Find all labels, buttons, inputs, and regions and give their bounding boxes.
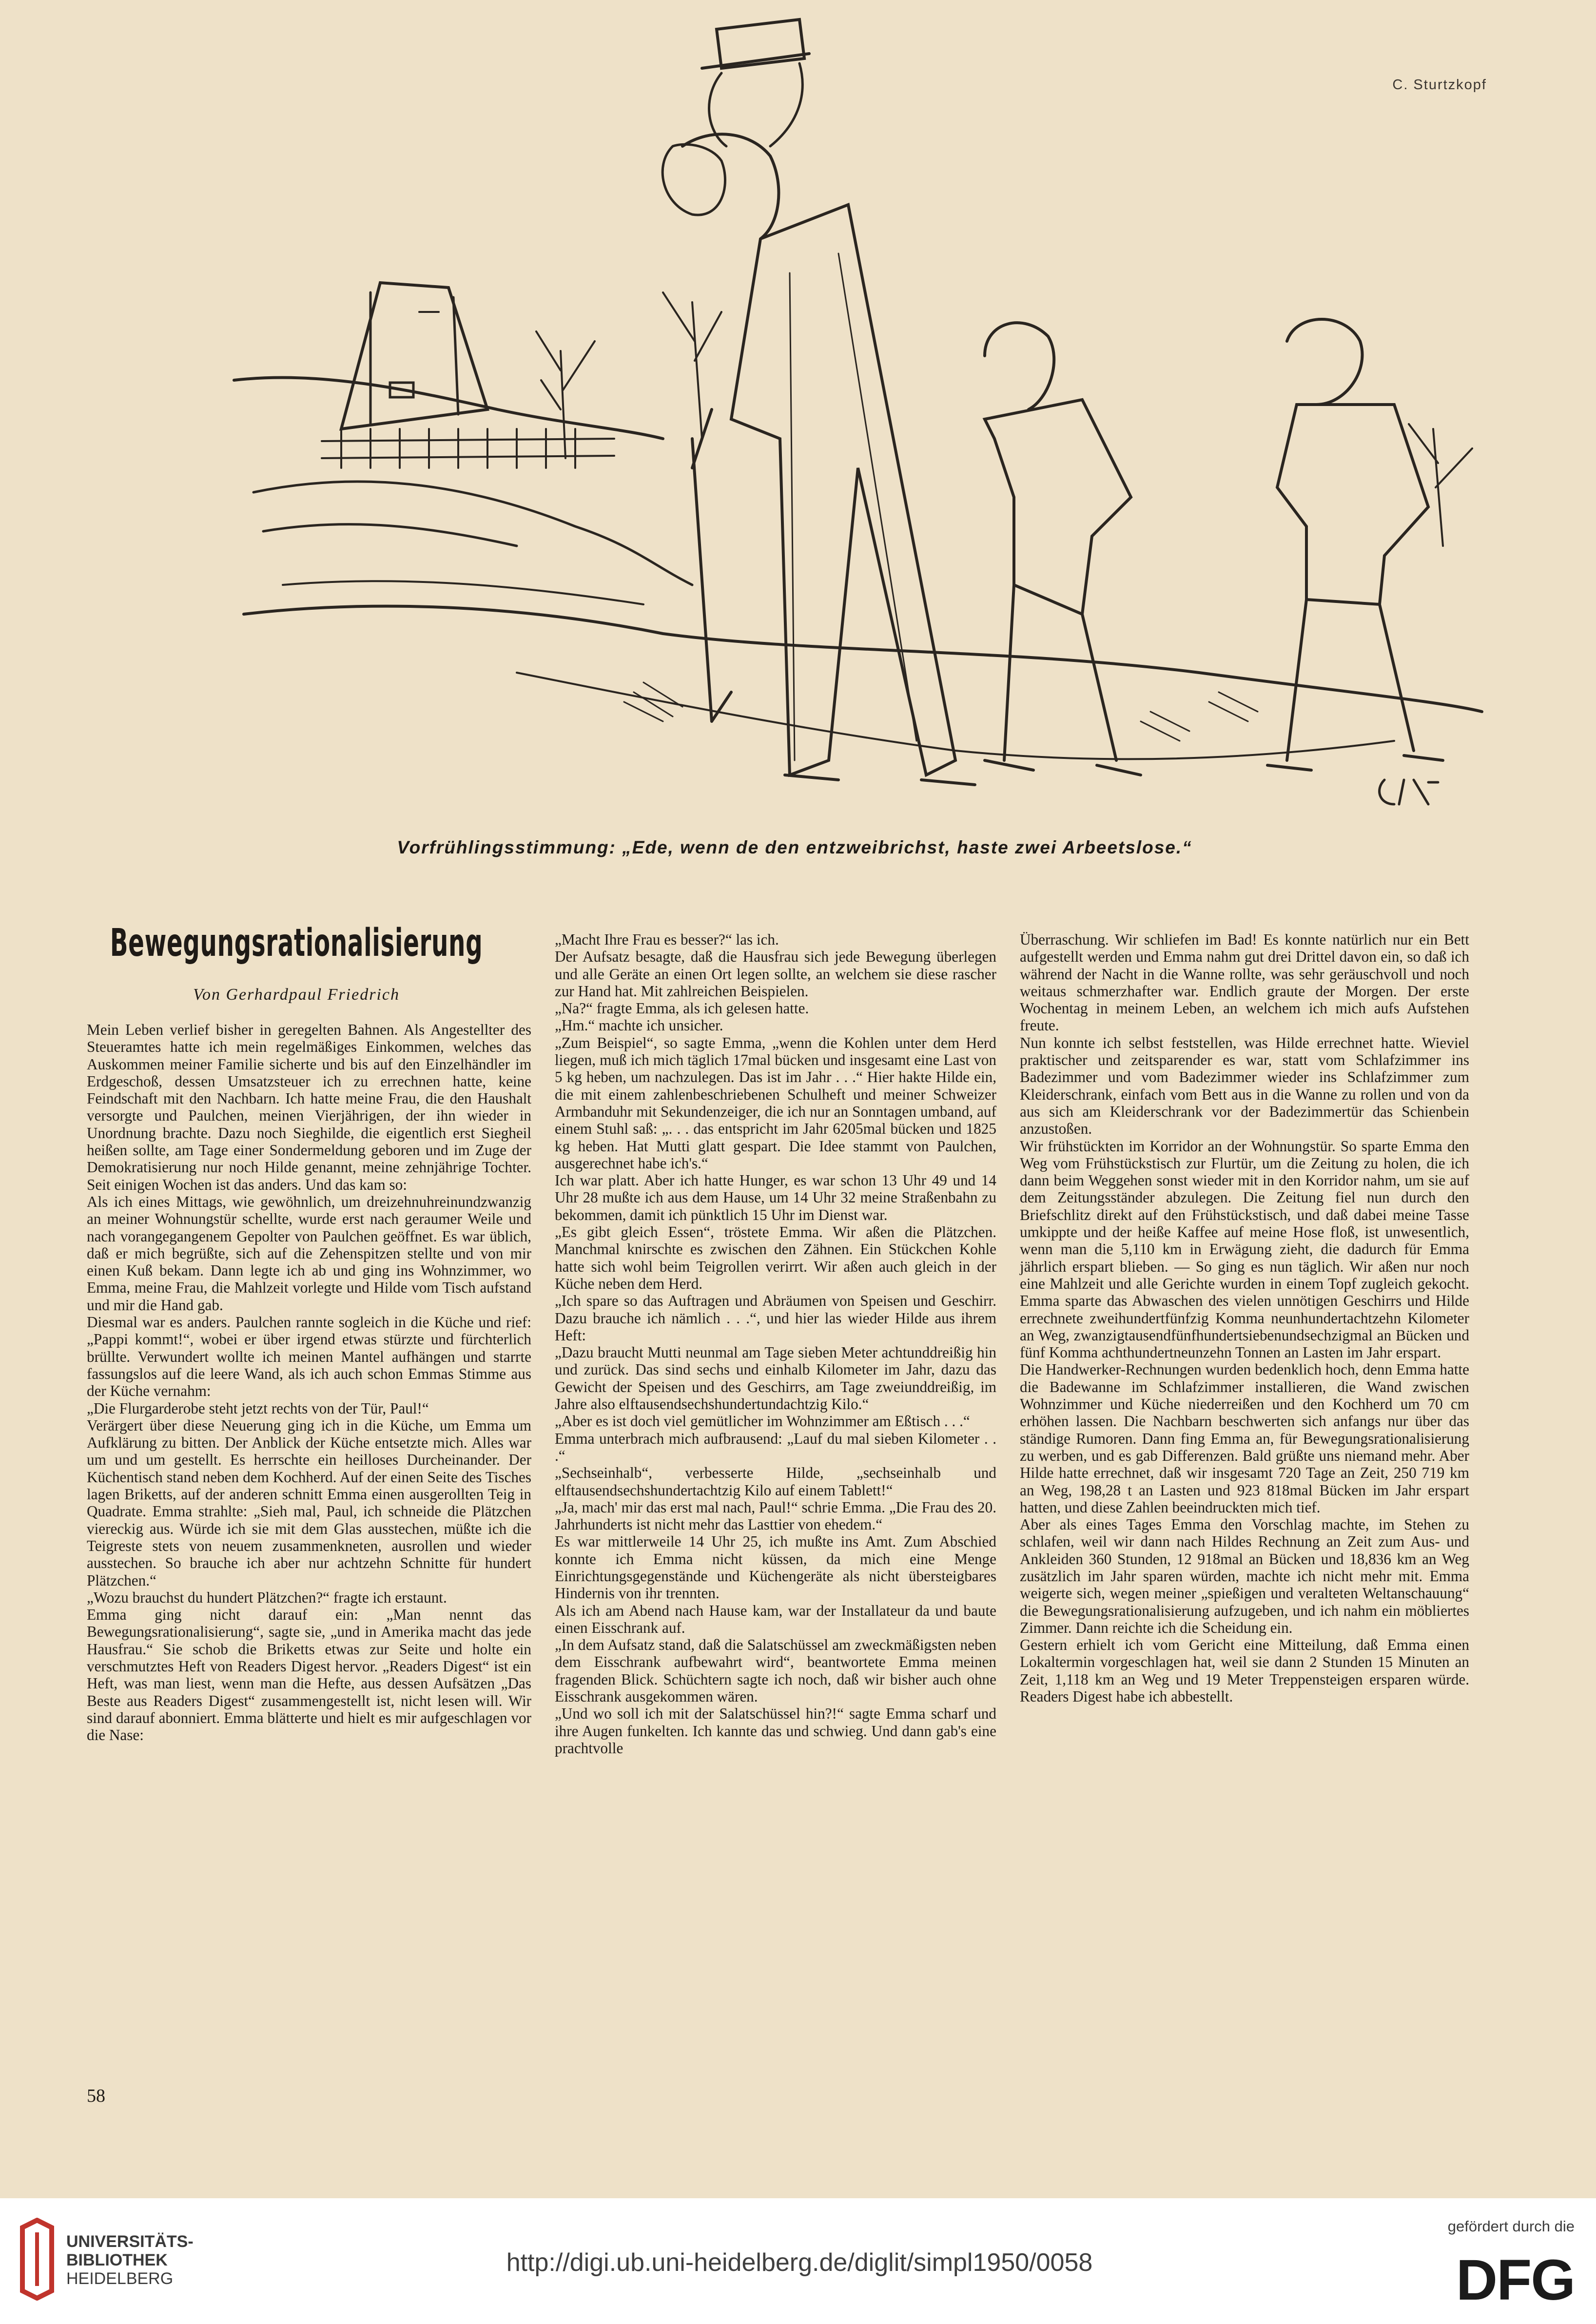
paragraph: Als ich eines Mittags, wie gewöhnlich, um dreizehnuhreinundzwanzig an meiner Wohnungstür schellte, wurde erst nach geraumer Weile und nach vorangegangenem Gepolter von Paulchen geöffnet. Es war üblich, daß er mich begrüßte, sich auf die Zehenspitzen stellte und von mir einen Kuß bekam. Dann legte ich ab und ging ins Wohnzimmer, wo Emma, meine Frau, die Mahlzeit vorlegte und Hilde vom Tisch aufstand und mir die Hand gab. bbox=[87, 1193, 531, 1314]
paragraph: „Es gibt gleich Essen“, tröstete Emma. Wir aßen die Plätzchen. Manchmal knirschte es zwischen den Zähnen. Ein Stückchen Kohle hatte sich wohl beim Teigrollen verirrt. Wir aßen auch gleich in der Küche neben dem Herd. bbox=[555, 1223, 996, 1292]
article-title: Bewegungsrationalisierung bbox=[110, 921, 483, 965]
paragraph: „In dem Aufsatz stand, daß die Salatschüssel am zweckmäßigsten neben dem Eisschrank aufbewahrt wird“, beantwortete Emma meinen fragenden Blick. Schüchtern sagte ich noch, daß wir bisher auch ohne Eisschrank ausgekommen wären. bbox=[555, 1636, 996, 1705]
illustrator-credit: C. Sturtzkopf bbox=[1392, 77, 1487, 93]
paragraph: „Ja, mach' mir das erst mal nach, Paul!“ schrie Emma. „Die Frau des 20. Jahrhunderts ist nicht mehr das Lasttier von ehedem.“ bbox=[555, 1498, 996, 1533]
paragraph: „Die Flurgarderobe steht jetzt rechts von der Tür, Paul!“ bbox=[87, 1399, 429, 1417]
paragraph: „Aber es ist doch viel gemütlicher im Wohnzimmer am Eßtisch . . .“ bbox=[555, 1413, 970, 1430]
article-column-1 bbox=[87, 1021, 531, 1743]
article-column-2 bbox=[555, 931, 996, 1757]
paragraph: Emma ging nicht darauf ein: „Man nennt das Bewegungsrationalisierung“, sagte sie, „und in Amerika macht das jede Hausfrau.“ Sie schob die Briketts etwas zur Seite und holte ein verschmutztes Heft von Readers Digest hervor. „Readers Digest“ ist ein Heft, was man liest, wenn man die Hefte, aus dessen Aufsätzen „Das Beste aus Readers Digest“ zusammengestellt ist, nicht lesen will. Wir sind darauf abonniert. Emma blätterte und hielt es mir aufgeschlagen vor die Nase: bbox=[87, 1606, 531, 1744]
paragraph: Gestern erhielt ich vom Gericht eine Mitteilung, daß Emma einen Lokaltermin vorgeschlagen hat, weil sie dann 2 Stunden 15 Minuten an Zeit, 1,118 km an Weg und 19 Meter Treppensteigen ersparen würde. Readers Digest habe ich abbestellt. bbox=[1020, 1636, 1469, 1705]
article-title-block bbox=[87, 921, 506, 975]
funding-note: gefördert durch die bbox=[1447, 2218, 1575, 2235]
paragraph: „Macht Ihre Frau es besser?“ las ich. bbox=[555, 931, 779, 948]
paragraph: Überraschung. Wir schliefen im Bad! Es konnte natürlich nur ein Bett aufgestellt werden und Emma nahm gut drei Drittel davon ein, so daß ich während der Nacht in die Wanne rollte, was sehr geräuschvoll und noch weitaus schmerzhafter war. Endlich graute der Morgen. Der erste Wochentag in meinem Leben, an welchem ich mich aufs Aufstehen freute. bbox=[1020, 931, 1469, 1034]
paragraph: Nun konnte ich selbst feststellen, was Hilde errechnet hatte. Wieviel praktischer und zeitsparender es war, statt vom Schlafzimmer ins Badezimmer und vom Badezimmer wieder ins Schlafzimmer zum Kleiderschrank, einfach vom Bett aus in die Wanne zu rollen und von da aus sich am Kleiderschrank vor der Badezimmertür das Schienbein anzustoßen. bbox=[1020, 1034, 1469, 1138]
paragraph: Mein Leben verlief bisher in geregelten Bahnen. Als Angestellter des Steueramtes hatte ich mein regelmäßiges Einkommen, welches das Auskommen meiner Familie sicherte und bis auf den Einzelhändler im Erdgeschoß, dessen Umsatzsteuer ich zu errechnen hatte, keine Feindschaft mit den Nachbarn. Ich hatte meine Frau, die den Haushalt versorgte und Paulchen, meinen Vierjährigen, der ihn wieder in Unordnung brachte. Dazu noch Sieghilde, die eigentlich erst Siegheil heißen sollte, am Tage einer Sondermeldung geboren und im Zuge der Demokratisierung nur noch Hilde genannt, meine zehnjährige Tochter. Seit einigen Wochen ist das anders. Und das kam so: bbox=[87, 1021, 531, 1193]
cartoon-illustration bbox=[224, 0, 1501, 819]
page-number: 58 bbox=[87, 2086, 105, 2106]
paragraph: Die Handwerker-Rechnungen wurden bedenklich hoch, denn Emma hatte die Badewanne im Schlafzimmer installieren, die Wand zwischen Wohnzimmer und Küche niederreißen und den Kochherd um 70 cm erhöhen lassen. Die Nachbarn beschwerten sich anfangs nur über das ständige Rumoren. Dann fing Emma an, für Bewegungsrationalisierung zu werben, und es gab Differenzen. Bald grüßte uns niemand mehr. Aber Hilde hatte errechnet, daß wir insgesamt 720 Tage an Zeit, 250 719 km an Weg, 198,28 t an Lasten und 923 818mal Bücken im Jahr erspart hatten, und diese Zahlen beeindruckten mich tief. bbox=[1020, 1361, 1469, 1516]
university-library-name: UNIVERSITÄTS- BIBLIOTHEK HEIDELBERG bbox=[66, 2232, 194, 2288]
paragraph: Aber als eines Tages Emma den Vorschlag machte, im Stehen zu schlafen, weil wir dann nach Hildes Rechnung an Zeit zum Aus- und Ankleiden 360 Stunden, 12 918mal an Bücken und 18,836 km an Weg zusätzlich im Jahr sparen würden, machte ich nicht mehr mit. Emma weigerte sich, wegen meiner „spießigen und veralteten Weltanschauung“ die Bewegungsrationalisierung aufzugeben, und ich nahm ein möbliertes Zimmer. Dann reichte ich die Scheidung ein. bbox=[1020, 1516, 1469, 1636]
paragraph: Es war mittlerweile 14 Uhr 25, ich mußte ins Amt. Zum Abschied konnte ich Emma nicht küssen, da mich eine Menge Einrichtungsgegenstände und Küchengeräte als nicht übersteigbares Hindernis von ihr trennten. bbox=[555, 1533, 996, 1602]
university-library-logo-icon bbox=[18, 2218, 57, 2301]
cartoon-caption: Vorfrühlingsstimmung: „Ede, wenn de den entzweibrichst, haste zwei Arbeetslose.“ bbox=[397, 837, 1192, 857]
paragraph: „Und wo soll ich mit der Salatschüssel hin?!“ sagte Emma scharf und ihre Augen funkelten. Ich kannte das und schwieg. Und dann gab's eine prachtvolle bbox=[555, 1705, 996, 1757]
paragraph: „Ich spare so das Auftragen und Abräumen von Speisen und Geschirr. Dazu brauche ich nämlich . . .“, und hier las wieder Hilde aus ihrem Heft: bbox=[555, 1292, 996, 1344]
paragraph: Verärgert über diese Neuerung ging ich in die Küche, um Emma um Aufklärung zu bitten. Der Anblick der Küche entsetzte mich. Alles war um und um gestellt. Es herrschte ein heilloses Durcheinander. Der Küchentisch stand neben dem Kochherd. Auf der einen Seite des Tisches lagen Briketts, auf der anderen schnitt Emma einen ausgerollten Teig in Quadrate. Emma strahlte: „Sieh mal, Paul, ich schneide die Plätzchen viereckig aus. Würde ich sie mit dem Glas ausstechen, müßte ich die Teigreste stets von neuem zusammenkneten, ausrollen und wieder ausstechen. So brauche ich aber nur achtzehn Schnitte für hundert Plätzchen.“ bbox=[87, 1416, 531, 1589]
paragraph: Der Aufsatz besagte, daß die Hausfrau sich jede Bewegung überlegen und alle Geräte an einen Ort legen sollte, an welchem sie diese rascher zur Hand hat. Mit zahlreichen Beispielen. bbox=[555, 948, 996, 1000]
paragraph: Als ich am Abend nach Hause kam, war der Installateur da und baute einen Eisschrank auf. bbox=[555, 1602, 996, 1636]
paragraph: Wir frühstückten im Korridor an der Wohnungstür. So sparte Emma den Weg vom Frühstückstisch zur Flurtür, um die Zeitung zu holen, die ich dann beim Weggehen sonst wieder mit in den Korridor nahm, um sie auf dem Zeitungsständer abzulegen. Die Zeitung fiel nun durch den Briefschlitz direkt auf den Frühstückstisch, und daß dabei meine Tasse umkippte und der heiße Kaffee auf meine Hose floß, ist unwesentlich, wenn man die 5,110 km in Erwägung zieht, die dadurch für Emma jährlich erspart blieben. — So ging es nun täglich. Wir aßen nur noch eine Mahlzeit und alle Gerichte wurden in einem Topf zugleich gekocht. Emma sparte das Abwaschen des vielen unnötigen Geschirrs und Hilde errechnete zweihundertfünfzig Komma neunhundertachtzehn Kilometer an Weg, zwanzigtausendfünfhundertsiebenundsechzigmal an Bücken und fünf Komma achthundertneunzehn Tonnen an Lasten im Jahr erspart. bbox=[1020, 1137, 1469, 1361]
paragraph: „Zum Beispiel“, so sagte Emma, „wenn die Kohlen unter dem Herd liegen, muß ich mich täglich 17mal bücken und insgesamt eine Last von 5 kg heben, um nachzulegen. Das ist im Jahr . . .“ Hier hakte Hilde ein, die mit einem zahlenbeschriebenen Schulheft und meiner Schweizer Armbanduhr mit Sekundenzeiger, die ich nur an Sonntagen umband, auf einem Stuhl saß: „. . . das entspricht im Jahr 6205mal bücken und 1825 kg heben. Hat Mutti glatt gespart. Die Idee stammt von Paulchen, ausgerechnet habe ich's.“ bbox=[555, 1034, 996, 1172]
paragraph: „Sechseinhalb“, verbesserte Hilde, „sechseinhalb und elftausendsechshundertachtzig Kilo auf einem Tablett!“ bbox=[555, 1464, 996, 1499]
paragraph: Diesmal war es anders. Paulchen rannte sogleich in die Küche und rief: „Pappi kommt!“, wobei er über irgend etwas stürzte und fürchterlich brüllte. Verwundert wollte ich meinen Mantel aufhängen und starrte fassungslos auf die leere Wand, als ich auch schon Emmas Stimme aus der Küche vernahm: bbox=[87, 1314, 531, 1400]
paragraph: „Dazu braucht Mutti neunmal am Tage sieben Meter achtunddreißig hin und zurück. Das sind sechs und einhalb Kilometer im Jahr, dazu das Gewicht der Speisen und des Geschirrs, am Tage zweiunddreißig, im Jahre also elftausendsechshundertundachtzig Kilo.“ bbox=[555, 1344, 996, 1413]
paragraph: „Na?“ fragte Emma, als ich gelesen hatte. bbox=[555, 1000, 809, 1017]
digitization-footer bbox=[0, 2198, 1596, 2324]
paragraph: „Hm.“ machte ich unsicher. bbox=[555, 1017, 723, 1034]
article-column-3 bbox=[1020, 931, 1469, 1705]
paragraph: „Wozu brauchst du hundert Plätzchen?“ fragte ich erstaunt. bbox=[87, 1588, 447, 1606]
permalink-url[interactable]: http://digi.ub.uni-heidelberg.de/diglit/simpl1950/0058 bbox=[506, 2248, 1093, 2277]
paragraph: Ich war platt. Aber ich hatte Hunger, es war schon 13 Uhr 49 und 14 Uhr 28 mußte ich aus dem Hause, um 14 Uhr 32 meine Straßenbahn zu bekommen, damit ich pünktlich 15 Uhr im Dienst war. bbox=[555, 1172, 996, 1223]
paragraph: Emma unterbrach mich aufbrausend: „Lauf du mal sieben Kilometer . . .“ bbox=[555, 1430, 996, 1464]
dfg-logo: DFG bbox=[1456, 2248, 1575, 2312]
article-byline: Von Gerhardpaul Friedrich bbox=[193, 986, 400, 1004]
